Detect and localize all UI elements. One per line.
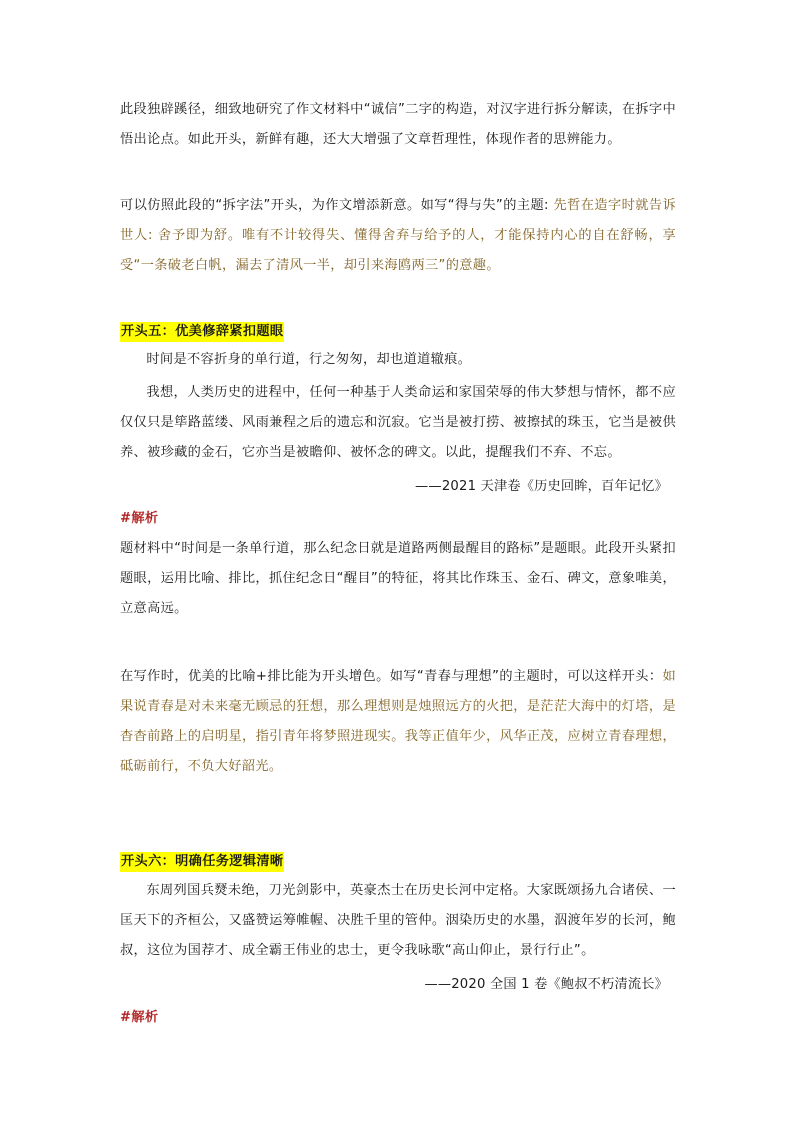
example-6-paragraph-1: 东周列国兵燹未绝，刀光剑影中，英豪杰士在历史长河中定格。大家既颂扬九合诸侯、一匡天下的齐桓公，又盛赞运筹帷幄、决胜千里的管仲。洇染历史的水墨，泅渡年岁的长河，鲍叔，这位为国荐才、成全霸王伟业的忠士，更令我咏歌“高山仰止，景行行止”。 [120,883,676,958]
example-6-source: ——2020 全国 1 卷《鲍叔不朽清流长》 [424,977,668,992]
section-heading-6: 开头六：明确任务逻辑清晰 [120,852,284,872]
example-5-paragraph-2: 我想，人类历史的进程中，任何一种基于人类命运和家国荣辱的伟大梦想与情怀，都不应仅仅只是筚路蓝缕、风雨兼程之后的遗忘和沉寂。它当是被打捞、被擦拭的珠玉，它当是被供养、被珍藏的金石，它亦当是被瞻仰、被怀念的碑文。以此，提醒我们不弃、不忘。 [120,385,676,460]
example-5-source: ——2021 天津卷《历史回眸，百年记忆》 [415,479,668,494]
imitation-paragraph-1 [120,191,676,281]
analysis-paragraph-1: 此段独辟蹊径，细致地研究了作文材料中“诚信”二字的构造，对汉字进行拆分解读，在拆字中悟出论点。如此开头，新鲜有趣，还大大增强了文章哲理性，体现作者的思辨能力。 [120,102,676,147]
imitation-lead-text: 可以仿照此段的“拆字法”开头，为作文增添新意。如写“得与失”的主题: [120,198,554,213]
imitation-example-text: 如果说青春是对未来毫无顾忌的狂想，那么理想则是烛照远方的火把，是茫茫大海中的灯塔，是杳杳前路上的启明星，指引青年将梦照进现实。我等正值年少，风华正茂，应树立青春理想，砥砺前行，不负大好韶光。 [120,669,676,774]
imitation-paragraph-2 [120,662,676,782]
imitation-example-text: 先哲在造字时就告诉世人: 舍予即为舒。唯有不计较得失、懂得舍弃与给予的人，才能保持内心的自在舒畅，享受“一条破老白帆，漏去了清风一半，却引来海鸥两三”的意趣。 [120,198,676,273]
imitation-lead-text: 在写作时，优美的比喻+排比能为开头增色。如写“青春与理想”的主题时，可以这样开头： [120,669,663,684]
section-heading-5: 开头五：优美修辞紧扣题眼 [120,322,284,342]
analysis-tag-2: #解析 [120,1010,159,1025]
analysis-tag-1: #解析 [120,511,159,526]
example-5-paragraph-1: 时间是不容折身的单行道，行之匆匆，却也道道辙痕。 [146,352,472,367]
analysis-paragraph-5: 题材料中“时间是一条单行道，那么纪念日就是道路两侧最醒目的路标”是题眼。此段开头紧扣题眼，运用比喻、排比，抓住纪念日“醒目”的特征，将其比作珠玉、金石、碑文，意象唯美，立意高远。 [120,541,676,616]
